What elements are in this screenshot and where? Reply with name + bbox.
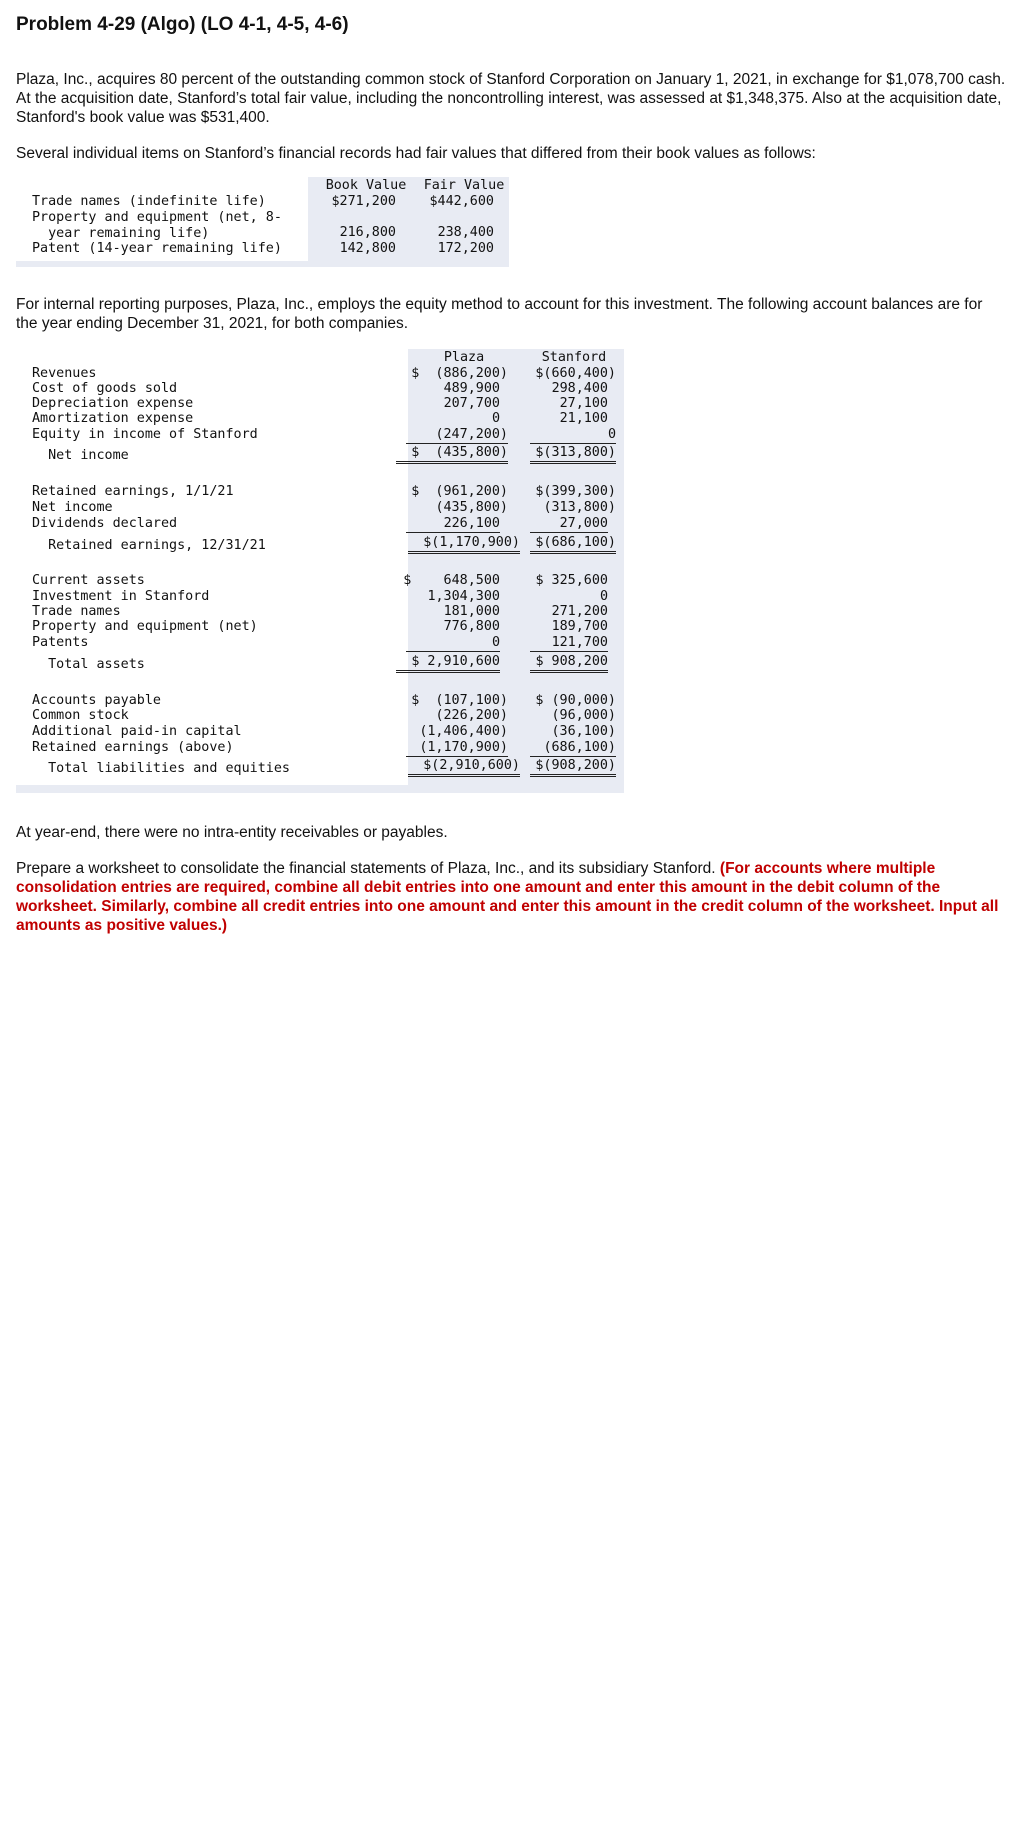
revenues-label: Revenues xyxy=(32,366,97,381)
instruction-paragraph xyxy=(16,859,1006,935)
plaza-ppe: 776,800 xyxy=(443,619,500,634)
re-beginning-label: Retained earnings, 1/1/21 xyxy=(32,484,234,499)
apic-label: Additional paid-in capital xyxy=(32,724,242,739)
total-le-label: Total liabilities and equities xyxy=(32,761,290,776)
plaza-current-assets: $ 648,500 xyxy=(403,573,500,588)
plaza-trade-names: 181,000 xyxy=(443,604,500,619)
dividends-label: Dividends declared xyxy=(32,516,178,531)
stanford-total-le: $(908,200) xyxy=(530,758,616,777)
stanford-trade-names: 271,200 xyxy=(551,604,608,619)
account-balances-table xyxy=(16,349,624,793)
fv-row-fair: 172,200 xyxy=(437,241,494,256)
stanford-apic: (36,100) xyxy=(551,724,616,739)
plaza-patents: 0 xyxy=(406,635,500,652)
stanford-current-assets: $ 325,600 xyxy=(535,573,608,588)
ppe-label: Property and equipment (net) xyxy=(32,619,258,634)
patents-label: Patents xyxy=(32,635,89,650)
fv-row-book: 142,800 xyxy=(339,241,396,256)
stanford-re-net-income: (313,800) xyxy=(543,500,616,515)
stanford-investment: 0 xyxy=(599,589,608,604)
net-income-label: Net income xyxy=(32,448,129,463)
plaza-re-ending: $(1,170,900) xyxy=(408,535,520,554)
plaza-re-net-income: (435,800) xyxy=(435,500,508,515)
book-value-header: Book Value xyxy=(325,178,407,193)
fv-row-fair: 238,400 xyxy=(437,225,494,240)
plaza-dividends: 226,100 xyxy=(406,516,500,533)
fv-row-book: 216,800 xyxy=(339,225,396,240)
re-above-label: Retained earnings (above) xyxy=(32,740,234,755)
plaza-depreciation: 207,700 xyxy=(443,396,500,411)
stanford-ppe: 189,700 xyxy=(551,619,608,634)
stanford-net-income: $(313,800) xyxy=(530,445,616,464)
plaza-apic: (1,406,400) xyxy=(419,724,508,739)
fair-value-header: Fair Value xyxy=(423,178,505,193)
amortization-label: Amortization expense xyxy=(32,411,194,426)
plaza-net-income: $ (435,800) xyxy=(396,445,508,464)
stanford-patents: 121,700 xyxy=(530,635,608,652)
plaza-re-above: (1,170,900) xyxy=(406,740,508,757)
plaza-common-stock: (226,200) xyxy=(435,708,508,723)
fv-row-label: Patent (14-year remaining life) xyxy=(32,241,282,256)
stanford-cogs: 298,400 xyxy=(551,381,608,396)
plaza-investment: 1,304,300 xyxy=(427,589,500,604)
stanford-total-assets: $ 908,200 xyxy=(530,654,608,673)
fv-row-book: $271,200 xyxy=(331,194,396,209)
stanford-re-beginning: $(399,300) xyxy=(535,484,616,499)
stanford-dividends: 27,000 xyxy=(530,516,608,533)
re-net-income-label: Net income xyxy=(32,500,113,515)
accounts-payable-label: Accounts payable xyxy=(32,693,161,708)
investment-label: Investment in Stanford xyxy=(32,589,210,604)
stanford-re-above: (686,100) xyxy=(530,740,616,757)
plaza-revenues: $ (886,200) xyxy=(411,366,508,381)
plaza-accounts-payable: $ (107,100) xyxy=(411,693,508,708)
stanford-re-ending: $(686,100) xyxy=(530,535,616,554)
instruction-text: Prepare a worksheet to consolidate the financial statements of Plaza, Inc., and its subsidiary Stanford. xyxy=(16,860,716,877)
current-assets-label: Current assets xyxy=(32,573,145,588)
plaza-total-assets: $ 2,910,600 xyxy=(396,654,500,673)
plaza-re-beginning: $ (961,200) xyxy=(411,484,508,499)
stanford-accounts-payable: $ (90,000) xyxy=(535,693,616,708)
stanford-amortization: 21,100 xyxy=(559,411,608,426)
plaza-total-le: $(2,910,600) xyxy=(408,758,520,777)
stanford-equity-income: 0 xyxy=(530,427,616,444)
stanford-common-stock: (96,000) xyxy=(551,708,616,723)
fair-value-intro: Several individual items on Stanford’s financial records had fair values that differed from their book values as follows: xyxy=(16,145,816,162)
intro-paragraph: Plaza, Inc., acquires 80 percent of the outstanding common stock of Stanford Corporation on January 1, 2021, in exchange for $1,078,700 cash. At the acquisition date, Stanford’s total fair value, including the noncontrolling interest, was assessed at $1,348,375. Also at the acquisition date, Stanford's book value was $531,400. xyxy=(16,71,1006,126)
total-assets-label: Total assets xyxy=(32,657,145,672)
plaza-amortization: 0 xyxy=(491,411,500,426)
common-stock-label: Common stock xyxy=(32,708,129,723)
stanford-depreciation: 27,100 xyxy=(559,396,608,411)
instruction-emphasis: (For accounts where multiple consolidation entries are required, combine all debit entries into one amount and enter this amount in the debit column of the worksheet. Similarly, combine all credit entries into one amount and enter this amount in the credit column of the worksheet. Input all amounts as positive values.) xyxy=(16,860,999,934)
plaza-cogs: 489,900 xyxy=(443,381,500,396)
equity-method-intro: For internal reporting purposes, Plaza, Inc., employs the equity method to account for this investment. The following account balances are for the year ending December 31, 2021, for both companies. xyxy=(16,296,983,332)
problem-title: Problem 4-29 (Algo) (LO 4-1, 4-5, 4-6) xyxy=(16,14,349,35)
equity-income-label: Equity in income of Stanford xyxy=(32,427,258,442)
year-end-note: At year-end, there were no intra-entity receivables or payables. xyxy=(16,824,448,841)
plaza-equity-income: (247,200) xyxy=(406,427,508,444)
fv-row-fair: $442,600 xyxy=(429,194,494,209)
fair-value-table xyxy=(16,177,509,267)
fv-row-label: Property and equipment (net, 8- year remaining life) xyxy=(32,210,282,241)
trade-names-label: Trade names xyxy=(32,604,121,619)
stanford-revenues: $(660,400) xyxy=(535,366,616,381)
plaza-header: Plaza xyxy=(443,350,485,365)
depreciation-label: Depreciation expense xyxy=(32,396,194,411)
re-ending-label: Retained earnings, 12/31/21 xyxy=(32,538,266,553)
cogs-label: Cost of goods sold xyxy=(32,381,178,396)
stanford-header: Stanford xyxy=(541,350,607,365)
fv-row-label: Trade names (indefinite life) xyxy=(32,194,266,209)
